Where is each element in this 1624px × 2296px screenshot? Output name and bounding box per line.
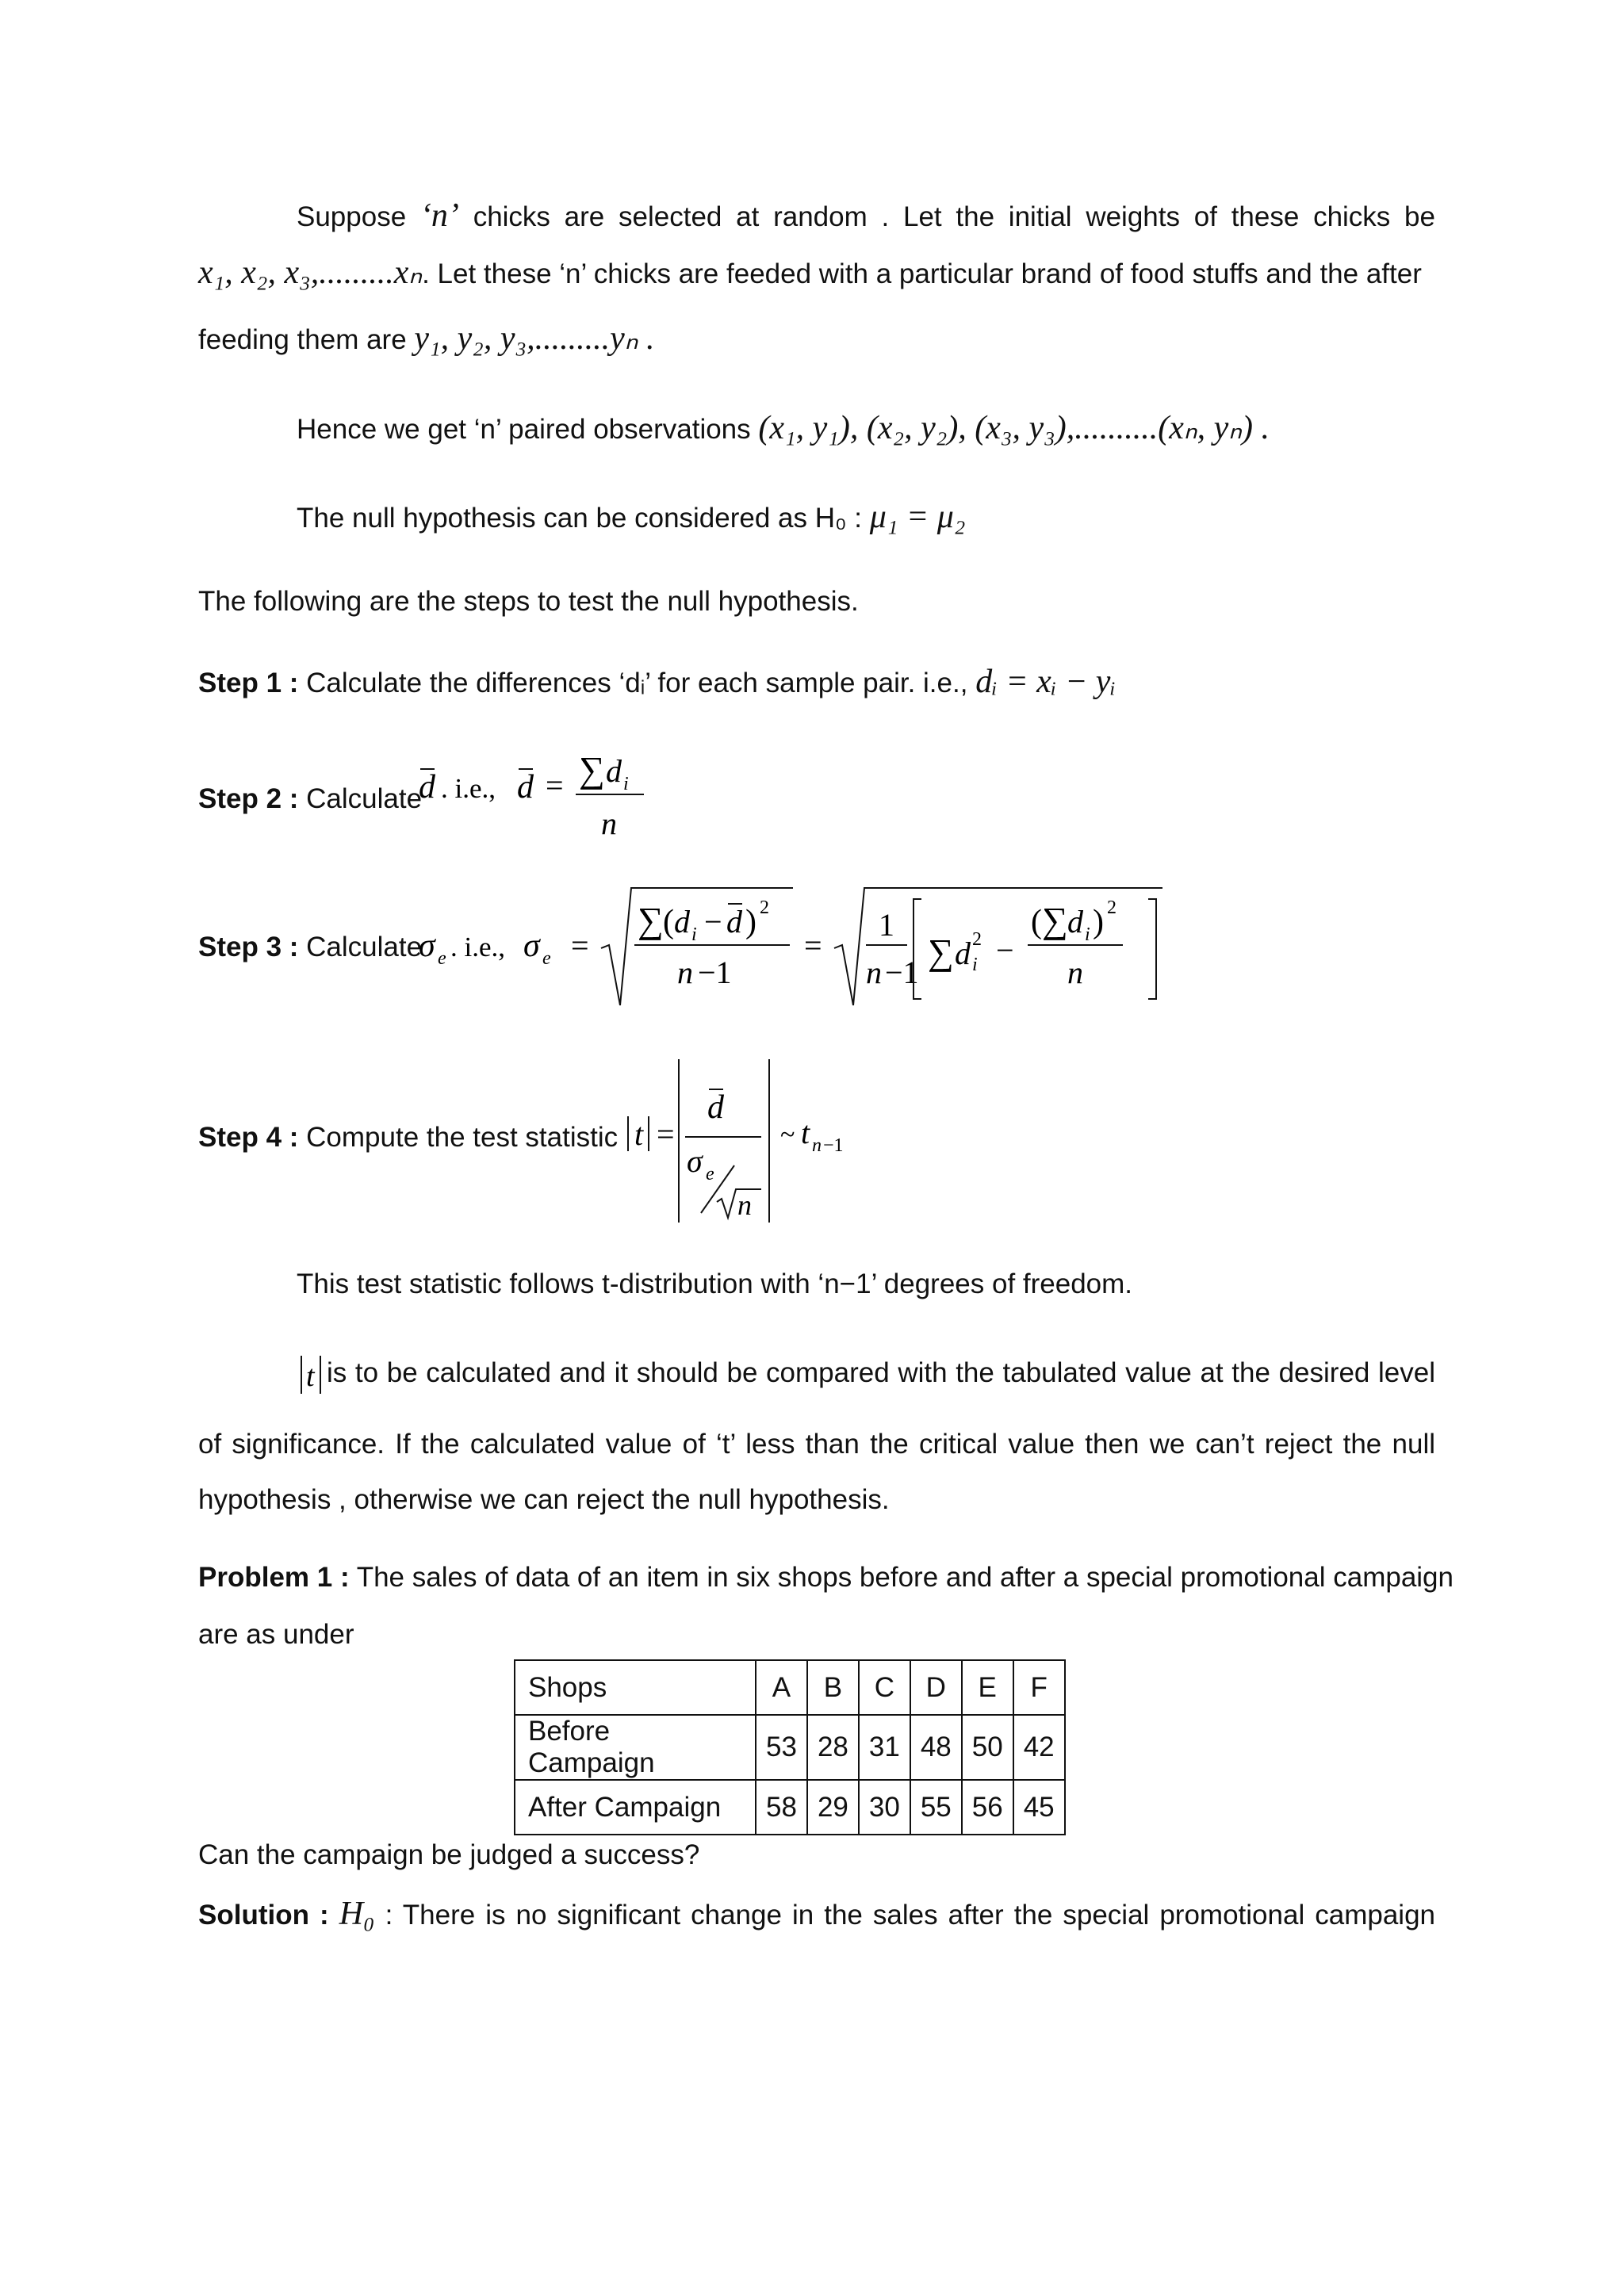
svg-text:e: e	[438, 948, 446, 969]
table-cell: 56	[962, 1780, 1013, 1835]
svg-text:d: d	[419, 769, 435, 806]
intro-text: Suppose	[297, 201, 407, 232]
intro-text: chicks are selected at random . Let the initial weights of these chicks be	[473, 201, 1435, 232]
steps-intro	[198, 584, 1435, 619]
intro-text: . Let these ‘n’ chicks are feeded with a particular brand of food stuffs and the after	[422, 258, 1422, 289]
table-row-label: Shops	[515, 1660, 756, 1715]
table-cell: 28	[807, 1715, 859, 1780]
problem-text: The sales of data of an item in six shops before and after a special promotional campaign	[356, 1562, 1454, 1593]
table-row-label: Before Campaign	[515, 1715, 756, 1780]
table-cell: E	[962, 1660, 1013, 1715]
step-label: Step 1 :	[198, 668, 299, 698]
problem-text: Can the campaign be judged a success?	[198, 1839, 700, 1870]
step-text: Calculate	[306, 783, 423, 814]
null-hypothesis-line	[297, 499, 1435, 536]
compare-line-1	[327, 1356, 1435, 1391]
paragraph-text: of significance. If the calculated value of ‘t’ less than the critical value then we can’t reject the null	[198, 1429, 1435, 1460]
svg-text:): )	[745, 904, 756, 940]
svg-text:1: 1	[879, 907, 894, 943]
svg-text:n: n	[812, 1135, 822, 1156]
svg-text:−1: −1	[698, 955, 732, 990]
math-d-equation: dᵢ = xᵢ − yᵢ	[975, 664, 1116, 700]
intro-text: feeding them are	[198, 324, 407, 355]
svg-text:2: 2	[1107, 897, 1116, 918]
svg-text:∑: ∑	[579, 749, 605, 790]
svg-text:∑: ∑	[638, 900, 664, 940]
step-text: Calculate the differences ‘dᵢ’ for each sample pair. i.e.,	[306, 668, 968, 698]
table-cell: 50	[962, 1715, 1013, 1780]
svg-text:e: e	[542, 948, 551, 969]
svg-text:=: =	[571, 928, 589, 963]
problem-label: Problem 1 :	[198, 1562, 350, 1593]
step-text: This test statistic follows t-distribution with ‘n−1’ degrees of freedom.	[297, 1269, 1133, 1299]
svg-text:d: d	[707, 1089, 724, 1126]
table-cell: 31	[859, 1715, 910, 1780]
problem-question	[198, 1838, 1435, 1873]
svg-text:d: d	[1067, 904, 1083, 939]
problem-line-2	[198, 1617, 1435, 1652]
svg-text:∑: ∑	[1042, 900, 1068, 940]
table-row	[515, 1780, 1065, 1835]
table-cell: 42	[1013, 1715, 1065, 1780]
table-cell: 53	[756, 1715, 807, 1780]
formula-mean-d	[412, 745, 666, 848]
math-pairs: (x₁, y₁), (x₂, y₂), (x₃, y₃),..........(xₙ, yₙ) .	[758, 410, 1270, 446]
problem-line-1	[198, 1560, 1454, 1595]
svg-text:d: d	[674, 904, 690, 939]
t-distribution-note	[297, 1267, 1435, 1302]
svg-text:σ: σ	[419, 928, 435, 964]
svg-text:n: n	[737, 1189, 752, 1221]
compare-line-3	[198, 1483, 1435, 1517]
step-text: Compute the test statistic	[306, 1122, 619, 1153]
formula-t-statistic	[619, 1054, 872, 1229]
svg-text:t: t	[634, 1116, 644, 1152]
intro-line-2	[198, 255, 1435, 292]
table-cell: B	[807, 1660, 859, 1715]
math-h0: H₀	[339, 1896, 375, 1932]
table-row-label: After Campaign	[515, 1780, 756, 1835]
svg-text:n: n	[1067, 955, 1083, 990]
table-cell: 58	[756, 1780, 807, 1835]
table-cell: A	[756, 1660, 807, 1715]
svg-text:d: d	[606, 753, 622, 789]
svg-text:−1: −1	[885, 955, 919, 990]
svg-text:(: (	[663, 904, 674, 940]
abs-t-symbol	[298, 1353, 325, 1397]
step-1	[198, 664, 1435, 701]
step-label: Step 4 :	[198, 1122, 299, 1153]
table-cell: C	[859, 1660, 910, 1715]
svg-text:(: (	[1031, 904, 1042, 940]
svg-text:d: d	[726, 904, 742, 939]
solution-label: Solution :	[198, 1900, 329, 1931]
svg-text:n: n	[677, 955, 693, 990]
intro-line-3	[198, 321, 1435, 358]
formula-sigma-e	[412, 872, 1174, 1015]
step-label: Step 3 :	[198, 932, 299, 962]
table-cell: 48	[910, 1715, 962, 1780]
svg-text:−: −	[704, 904, 722, 939]
svg-text:): )	[1093, 904, 1104, 940]
svg-text:σ: σ	[687, 1143, 703, 1179]
svg-text:i: i	[972, 955, 978, 975]
solution-text: : There is no significant change in the sales after the special promotional campaign	[385, 1900, 1435, 1931]
svg-text:d: d	[517, 769, 534, 806]
table-cell: 30	[859, 1780, 910, 1835]
svg-text:i: i	[1085, 924, 1090, 945]
step-text: Calculate	[306, 932, 423, 962]
svg-text:t: t	[801, 1115, 810, 1150]
svg-text:t: t	[306, 1360, 315, 1393]
svg-text:i: i	[691, 924, 697, 945]
intro-text: The following are the steps to test the null hypothesis.	[198, 586, 859, 617]
svg-text:i: i	[623, 774, 629, 794]
svg-text:. i.e.,: . i.e.,	[441, 773, 496, 804]
svg-text:∑: ∑	[928, 932, 954, 972]
svg-text:n: n	[866, 955, 882, 990]
problem-text: are as under	[198, 1619, 354, 1650]
svg-text:−1: −1	[823, 1135, 844, 1156]
math-n: ‘n’	[419, 197, 459, 234]
table-cell: 45	[1013, 1780, 1065, 1835]
table-cell: D	[910, 1660, 962, 1715]
table-cell: 29	[807, 1780, 859, 1835]
svg-text:−: −	[996, 932, 1014, 968]
intro-text: Hence we get ‘n’ paired observations	[297, 414, 751, 445]
intro-line-1	[297, 198, 1435, 235]
math-mu-equal: μ₁ = μ₂	[869, 499, 966, 535]
svg-text:=: =	[657, 1116, 675, 1152]
intro-text: The null hypothesis can be considered as H₀ :	[297, 503, 862, 534]
svg-text:2: 2	[760, 897, 769, 918]
step-label: Step 2 :	[198, 783, 299, 814]
svg-text:2: 2	[972, 929, 982, 950]
table-header-row	[515, 1660, 1065, 1715]
math-y-series: y₁, y₂, y₃,.........yₙ .	[414, 320, 655, 357]
step-2	[198, 782, 1435, 817]
math-x-series: x₁, x₂, x₃,.........xₙ	[198, 254, 423, 291]
intro-line-4	[297, 411, 1435, 447]
compare-line-2	[198, 1427, 1435, 1462]
svg-text:e: e	[706, 1164, 714, 1184]
paragraph-text: hypothesis , otherwise we can reject the null hypothesis.	[198, 1484, 890, 1515]
svg-text:σ: σ	[523, 928, 540, 964]
solution-line	[198, 1896, 1435, 1933]
svg-text:=: =	[804, 928, 822, 963]
table-cell: 55	[910, 1780, 962, 1835]
svg-text:. i.e.,: . i.e.,	[450, 932, 506, 962]
svg-text:~: ~	[780, 1120, 795, 1150]
table-row	[515, 1715, 1065, 1780]
svg-text:n: n	[601, 806, 617, 841]
table-cell: F	[1013, 1660, 1065, 1715]
svg-text:d: d	[955, 936, 971, 971]
paragraph-text: is to be calculated and it should be compared with the tabulated value at the desired level	[327, 1357, 1435, 1388]
sales-table	[514, 1659, 1066, 1835]
svg-text:=: =	[546, 767, 564, 803]
